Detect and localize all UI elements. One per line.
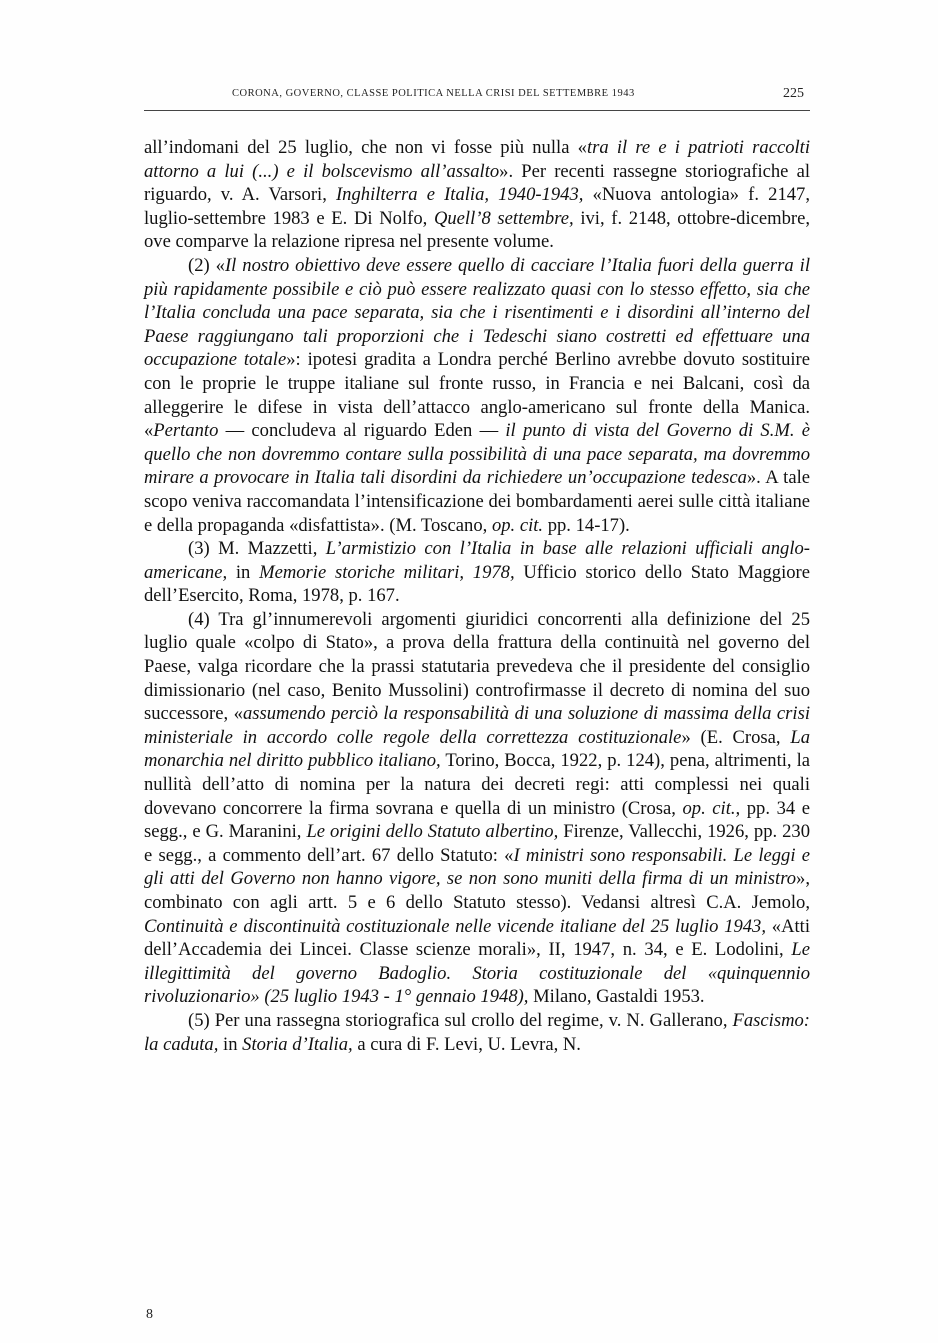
text-run: (2) « [188,254,225,276]
italic-run: Memorie storiche militari, 1978, [259,561,515,583]
footnote-2 [144,254,810,537]
page-header [144,86,810,111]
italic-run: Le illegittimità del governo Badoglio. Storia costituzionale del «quinquennio rivoluzionario» (25 luglio 1943 - 1° gennaio 1948), [144,939,810,1008]
text-run: in [218,1033,243,1055]
italic-run: La monarchia nel diritto pubblico italiano, [144,726,810,772]
text-run: ivi, f. 2148, ottobre-dicembre, ove comparve la relazione ripresa nel presente volume. [144,207,810,253]
text-run: ». A tale scopo veniva raccomandata l’intensificazione dei bombardamenti aerei sulle città italiane e della propaganda «disfattista». (M. Toscano, [144,467,810,536]
text-run: in [227,561,260,583]
text-run: ». Per recenti rassegne storiografiche al riguardo, v. A. Varsori, [144,160,811,206]
text-run: Ufficio storico dello Stato Maggiore dell’Esercito, Roma, 1978, p. 167. [144,561,810,607]
italic-run: Fascismo: la caduta, [144,1009,810,1055]
text-run: (3) M. Mazzetti, [188,538,326,560]
footnote-4 [144,608,810,1009]
running-head: CORONA, GOVERNO, CLASSE POLITICA NELLA CRISI DEL SETTEMBRE 1943 [232,88,635,99]
text-run: Firenze, Vallecchi, 1926, pp. 230 e segg., a commento dell’art. 67 dello Statuto: « [144,821,811,866]
text-run: all’indomani del 25 luglio, che non vi fosse più nulla « [144,137,587,158]
text-run: Milano, Gastaldi 1953. [528,986,705,1008]
text-run: », combinato con agli artt. 5 e 6 dello Statuto stesso). Vedansi altresì C.A. Jemolo, [144,868,810,913]
italic-run: Quell’8 settembre, [433,207,574,229]
text-run: pp. 14-17). [543,514,630,536]
text-run: »: ipotesi gradita a Londra perché Berlino avrebbe dovuto sostituire con le proprie le truppe italiane sul fronte russo, in Francia e nei Balcani, così da alleggerire le difese in vista dell’attacco anglo-americano sul fronte della Manica. « [144,349,810,442]
italic-run: op. cit., [682,797,741,819]
text-run: «Nuova antologia» f. 2147, luglio-settembre 1983 e E. Di Nolfo, [144,184,810,229]
italic-run: op. cit. [491,514,544,536]
text-run: «Atti dell’Accademia dei Lincei. Classe scienze morali», II, 1947, n. 34, e E. Lodolini, [144,915,810,961]
footnote-3 [144,537,810,608]
text-run: — concludeva al riguardo Eden — [218,420,506,442]
footnotes-body [144,136,810,1056]
italic-run: Pertanto [153,420,219,442]
text-run: Torino, Bocca, 1922, p. 124), pena, altrimenti, la nullità dell’atto di nomina per la natura dei decreti regi: atti complessi nei quali dovevano concorrere la firma sovrana e quella di un ministro (Crosa, [144,750,810,819]
italic-run: Continuità e discontinuità costituzionale nelle vicende italiane del 25 luglio 1943, [144,915,767,937]
text-run: pp. 34 e segg., e G. Maranini, [144,797,810,843]
italic-run: I ministri sono responsabili. Le leggi e gli atti del Governo non hanno vigore, se non sono muniti della firma di un ministro [144,844,810,890]
text-run: (5) Per una rassegna storiografica sul crollo del regime, v. N. Gallerano, [188,1009,733,1031]
text-run: a cura di F. Levi, U. Levra, N. [352,1033,581,1055]
italic-run: Inghilterra e Italia, 1940-1943, [335,184,584,206]
footnote-5 [144,1009,810,1056]
italic-run: assumendo perciò la responsabilità di una soluzione di massima della crisi ministeriale in accordo colle regole della correttezza costituzionale [144,703,810,748]
footnote-continuation [144,136,810,254]
italic-run: L’armistizio con l’Italia in base alle relazioni ufficiali anglo-americane, [144,538,810,583]
signature-mark: 8 [146,1307,153,1322]
page-number: 225 [783,86,804,101]
text-run: » (E. Crosa, [681,726,791,748]
text-run: (4) Tra gl’innumerevoli argomenti giuridici concorrenti alla definizione del 25 luglio quale «colpo di Stato», a prova della frattura della continuità nel governo del Paese, valga ricordare che la prassi statutaria prevedeva che il presidente del consiglio dimissionario (nel caso, Benito Mussolini) controfirmasse il decreto di nomina del suo successore, « [144,608,810,725]
italic-run: Il nostro obiettivo deve essere quello di cacciare l’Italia fuori della guerra il più rapidamente possibile e ciò può essere realizzato quasi con lo stesso effetto, sia che l’Italia concluda una pace separata, sia che i risentimenti e i disordini all’interno del Paese raggiungano tali proporzioni che i Tedeschi siano costretti ed effettuare una occupazione totale [144,254,810,371]
italic-run: Le origini dello Statuto albertino, [306,821,559,843]
italic-run: tra il re e i patrioti raccolti attorno a lui (...) e il bolscevismo all’assalto [144,137,810,182]
italic-run: il punto di vista del Governo di S.M. è quello che non dovremmo contare sulla possibilità di una pace separata, ma dovremmo mirare a provocare in Italia tali disordini da richiedere un’occupazione tedesca [144,420,810,489]
italic-run: Storia d’Italia, [242,1033,353,1055]
